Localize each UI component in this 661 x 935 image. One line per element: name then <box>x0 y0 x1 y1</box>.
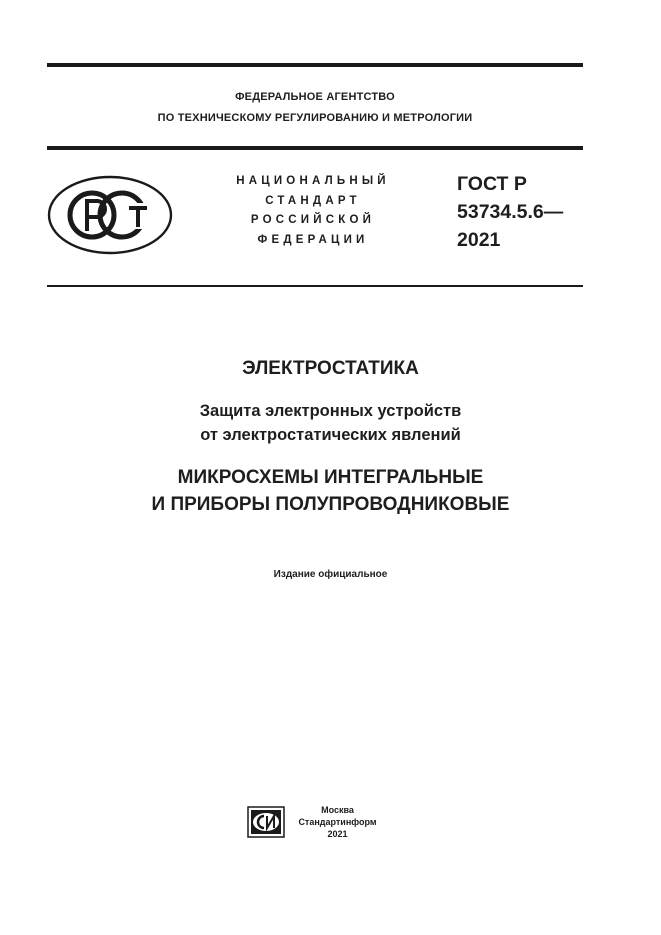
publisher-year: 2021 <box>327 829 348 839</box>
subtitle-line-2: от электростатических явлений <box>200 426 461 444</box>
standard-line-1: НАЦИОНАЛЬНЫЙ <box>236 175 390 187</box>
document-subtitle <box>0 399 661 447</box>
agency-line-1: ФЕДЕРАЛЬНОЕ АГЕНТСТВО <box>235 91 395 103</box>
top-rule <box>47 63 583 67</box>
standard-line-3: РОССИЙСКОЙ <box>250 214 376 226</box>
designation-line-2: 53734.5.6— <box>457 201 564 223</box>
subtitle-line-1: Защита электронных устройств <box>199 402 462 420</box>
product-line-2: И ПРИБОРЫ ПОЛУПРОВОДНИКОВЫЕ <box>151 494 510 515</box>
designation-rule <box>47 285 583 287</box>
designation-line-1: ГОСТ Р <box>457 173 527 195</box>
gost-r-logo-icon <box>47 175 173 255</box>
standard-designation <box>457 170 563 254</box>
document-title: ЭЛЕКТРОСТАТИКА <box>242 358 419 379</box>
standard-line-4: ФЕДЕРАЦИИ <box>257 234 369 246</box>
standartinform-logo-icon <box>247 806 285 838</box>
agency-line-2: ПО ТЕХНИЧЕСКОМУ РЕГУЛИРОВАНИЮ И МЕТРОЛОГИИ <box>157 112 473 124</box>
publisher-name: Стандартинформ <box>298 817 377 827</box>
designation-line-3: 2021 <box>457 229 501 251</box>
publisher-city: Москва <box>321 805 354 815</box>
standard-line-2: СТАНДАРТ <box>265 195 361 207</box>
header-rule <box>47 146 583 150</box>
product-line-1: МИКРОСХЕМЫ ИНТЕГРАЛЬНЫЕ <box>177 467 484 488</box>
edition-label: Издание официальное <box>273 569 388 580</box>
product-title <box>0 464 661 518</box>
